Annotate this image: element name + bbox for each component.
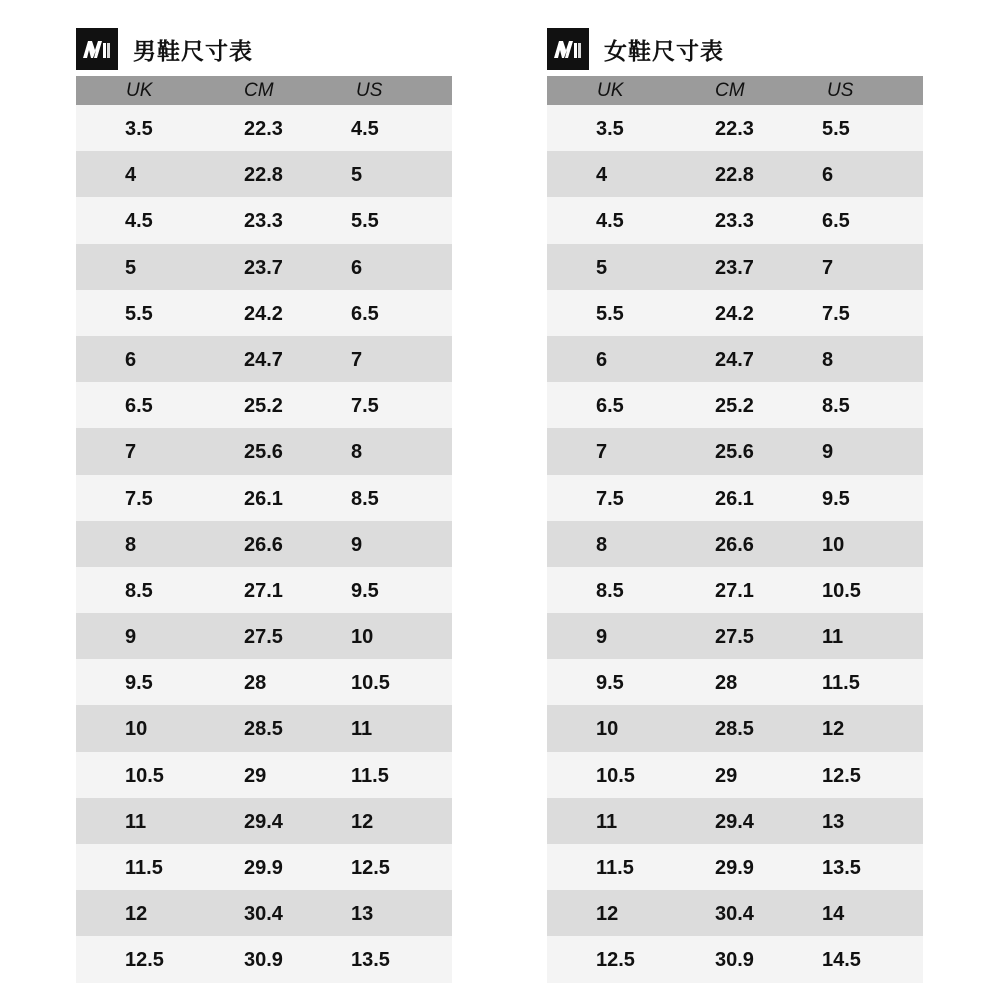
table-row bbox=[547, 151, 923, 197]
table-row bbox=[76, 844, 452, 890]
cell-cm: 29.4 bbox=[244, 810, 283, 833]
cell-us: 8.5 bbox=[351, 487, 379, 510]
cell-uk: 4 bbox=[125, 164, 137, 187]
table-row bbox=[76, 567, 452, 613]
cell-uk: 9 bbox=[125, 626, 137, 649]
cell-uk: 7 bbox=[125, 441, 137, 464]
table-row bbox=[547, 382, 923, 428]
table-row bbox=[76, 151, 452, 197]
cell-us: 11.5 bbox=[822, 672, 860, 695]
cell-cm: 30.4 bbox=[715, 903, 754, 926]
cell-us: 7 bbox=[351, 348, 363, 371]
page-title: 男鞋尺寸表 bbox=[133, 38, 253, 65]
cell-cm: 23.7 bbox=[715, 256, 754, 279]
cell-uk: 3.5 bbox=[125, 118, 153, 140]
cell-uk: 10 bbox=[596, 718, 619, 741]
cell-uk: 5.5 bbox=[125, 302, 153, 325]
cell-uk: 6.5 bbox=[125, 395, 153, 418]
cell-us: 6 bbox=[351, 256, 363, 279]
cell-us: 12 bbox=[351, 810, 374, 833]
cell-us: 8 bbox=[351, 441, 363, 464]
cell-us: 9 bbox=[351, 533, 363, 556]
table-row bbox=[547, 475, 923, 521]
table-row bbox=[76, 613, 452, 659]
cell-uk: 3.5 bbox=[596, 118, 624, 140]
cell-cm: 28.5 bbox=[715, 718, 754, 741]
men-title-row bbox=[76, 22, 452, 76]
cell-uk: 5.5 bbox=[596, 302, 624, 325]
cell-uk: 8.5 bbox=[125, 579, 153, 602]
cell-cm: 23.3 bbox=[244, 210, 283, 233]
cell-uk: 9.5 bbox=[596, 672, 624, 695]
table-row bbox=[547, 798, 923, 844]
cell-us: 5.5 bbox=[822, 118, 850, 140]
cell-us: 13 bbox=[822, 810, 845, 833]
cell-cm: 27.1 bbox=[244, 579, 283, 602]
table-row bbox=[76, 705, 452, 751]
cell-cm: 25.2 bbox=[715, 395, 754, 418]
cell-cm: 22.8 bbox=[244, 164, 283, 187]
cell-uk: 12 bbox=[596, 903, 619, 926]
cell-cm: 25.6 bbox=[715, 441, 754, 464]
table-row bbox=[76, 659, 452, 705]
cell-cm: 29.4 bbox=[715, 810, 754, 833]
cell-uk: 11 bbox=[125, 810, 147, 833]
size-table bbox=[76, 76, 452, 983]
cell-uk: 4.5 bbox=[596, 210, 624, 233]
table-row bbox=[547, 197, 923, 243]
cell-uk: 10.5 bbox=[125, 764, 164, 787]
cell-uk: 6 bbox=[125, 348, 137, 371]
table-row bbox=[76, 382, 452, 428]
cell-us: 14.5 bbox=[822, 949, 861, 972]
cell-cm: 24.7 bbox=[244, 348, 283, 371]
cell-us: 9.5 bbox=[822, 487, 850, 510]
cell-cm: 28 bbox=[244, 672, 267, 695]
cell-us: 11 bbox=[822, 626, 844, 649]
cell-uk: 12 bbox=[125, 903, 148, 926]
cell-us: 12 bbox=[822, 718, 845, 741]
cell-us: 11 bbox=[351, 718, 373, 741]
cell-us: 13.5 bbox=[822, 857, 861, 879]
cell-cm: 27.1 bbox=[715, 579, 754, 602]
table-row bbox=[76, 197, 452, 243]
cell-cm: 26.6 bbox=[244, 533, 283, 556]
table-row bbox=[547, 844, 923, 890]
cell-us: 7.5 bbox=[351, 395, 379, 418]
cell-cm: 24.7 bbox=[715, 348, 754, 371]
cell-cm: 27.5 bbox=[244, 626, 283, 649]
cell-uk: 8 bbox=[125, 533, 137, 556]
column-header-uk: UK bbox=[126, 80, 153, 101]
cell-uk: 9.5 bbox=[125, 672, 153, 695]
cell-uk: 4.5 bbox=[125, 210, 153, 233]
column-header-cm: CM bbox=[715, 80, 745, 101]
cell-cm: 29.9 bbox=[715, 857, 754, 879]
table-row bbox=[76, 890, 452, 936]
table-row bbox=[76, 428, 452, 474]
cell-uk: 9 bbox=[596, 626, 608, 649]
table-row bbox=[547, 336, 923, 382]
cell-cm: 23.7 bbox=[244, 256, 283, 279]
table-row bbox=[76, 290, 452, 336]
table-row bbox=[76, 752, 452, 798]
size-table bbox=[547, 76, 923, 983]
table-row bbox=[76, 936, 452, 982]
cell-us: 9.5 bbox=[351, 579, 379, 602]
cell-us: 5 bbox=[351, 164, 363, 187]
table-row bbox=[76, 336, 452, 382]
cell-cm: 22.8 bbox=[715, 164, 754, 187]
cell-us: 7 bbox=[822, 256, 834, 279]
cell-uk: 4 bbox=[596, 164, 608, 187]
column-header-uk: UK bbox=[597, 80, 624, 101]
cell-cm: 29 bbox=[715, 764, 738, 787]
table-header bbox=[547, 76, 923, 105]
men-size-chart bbox=[76, 22, 452, 983]
page-title: 女鞋尺寸表 bbox=[604, 38, 724, 65]
table-row bbox=[76, 475, 452, 521]
column-header-cm: CM bbox=[244, 80, 274, 101]
cell-us: 10 bbox=[351, 626, 374, 649]
cell-uk: 12.5 bbox=[596, 949, 635, 972]
cell-cm: 30.4 bbox=[244, 903, 283, 926]
cell-us: 4.5 bbox=[351, 118, 379, 140]
cell-cm: 22.3 bbox=[244, 118, 283, 140]
column-header-us: US bbox=[827, 80, 854, 101]
brand-logo-icon bbox=[547, 28, 589, 70]
cell-us: 12.5 bbox=[822, 764, 861, 787]
cell-us: 6.5 bbox=[351, 302, 379, 325]
cell-cm: 28 bbox=[715, 672, 738, 695]
cell-us: 11.5 bbox=[351, 764, 389, 787]
cell-us: 13 bbox=[351, 903, 374, 926]
table-row bbox=[547, 936, 923, 982]
cell-us: 5.5 bbox=[351, 210, 379, 233]
cell-cm: 26.1 bbox=[715, 487, 754, 510]
cell-cm: 26.1 bbox=[244, 487, 283, 510]
cell-uk: 7 bbox=[596, 441, 608, 464]
cell-uk: 6.5 bbox=[596, 395, 624, 418]
women-size-chart bbox=[547, 22, 923, 983]
cell-cm: 30.9 bbox=[715, 949, 754, 972]
cell-cm: 28.5 bbox=[244, 718, 283, 741]
cell-us: 14 bbox=[822, 903, 845, 926]
cell-uk: 8 bbox=[596, 533, 608, 556]
table-row bbox=[547, 428, 923, 474]
table-row bbox=[76, 521, 452, 567]
cell-uk: 7.5 bbox=[125, 487, 153, 510]
cell-uk: 12.5 bbox=[125, 949, 164, 972]
table-body bbox=[76, 105, 452, 983]
table-row bbox=[547, 752, 923, 798]
table-row bbox=[76, 244, 452, 290]
cell-uk: 10.5 bbox=[596, 764, 635, 787]
women-title-row bbox=[547, 22, 923, 76]
cell-us: 10.5 bbox=[351, 672, 390, 695]
cell-uk: 7.5 bbox=[596, 487, 624, 510]
table-row bbox=[547, 890, 923, 936]
cell-cm: 29.9 bbox=[244, 857, 283, 879]
cell-us: 8 bbox=[822, 348, 834, 371]
cell-uk: 11.5 bbox=[596, 857, 634, 879]
cell-us: 9 bbox=[822, 441, 834, 464]
table-body bbox=[547, 105, 923, 983]
column-header-us: US bbox=[356, 80, 383, 101]
cell-us: 7.5 bbox=[822, 302, 850, 325]
cell-uk: 5 bbox=[125, 256, 137, 279]
cell-uk: 11 bbox=[596, 810, 618, 833]
cell-cm: 26.6 bbox=[715, 533, 754, 556]
cell-cm: 27.5 bbox=[715, 626, 754, 649]
cell-uk: 11.5 bbox=[125, 857, 163, 879]
table-row bbox=[547, 290, 923, 336]
cell-cm: 29 bbox=[244, 764, 267, 787]
cell-uk: 5 bbox=[596, 256, 608, 279]
cell-us: 12.5 bbox=[351, 857, 390, 879]
cell-cm: 25.6 bbox=[244, 441, 283, 464]
cell-cm: 22.3 bbox=[715, 118, 754, 140]
cell-us: 8.5 bbox=[822, 395, 850, 418]
cell-us: 10 bbox=[822, 533, 845, 556]
cell-uk: 8.5 bbox=[596, 579, 624, 602]
table-row bbox=[547, 613, 923, 659]
cell-cm: 24.2 bbox=[244, 302, 283, 325]
table-row bbox=[547, 567, 923, 613]
cell-cm: 23.3 bbox=[715, 210, 754, 233]
cell-us: 6.5 bbox=[822, 210, 850, 233]
cell-us: 6 bbox=[822, 164, 834, 187]
table-row bbox=[547, 105, 923, 151]
table-row bbox=[547, 521, 923, 567]
table-row bbox=[76, 105, 452, 151]
table-row bbox=[547, 659, 923, 705]
brand-logo-icon bbox=[76, 28, 118, 70]
table-row bbox=[547, 705, 923, 751]
cell-uk: 10 bbox=[125, 718, 148, 741]
cell-us: 13.5 bbox=[351, 949, 390, 972]
table-header bbox=[76, 76, 452, 105]
cell-uk: 6 bbox=[596, 348, 608, 371]
table-row bbox=[76, 798, 452, 844]
cell-cm: 25.2 bbox=[244, 395, 283, 418]
cell-cm: 24.2 bbox=[715, 302, 754, 325]
cell-us: 10.5 bbox=[822, 579, 861, 602]
cell-cm: 30.9 bbox=[244, 949, 283, 972]
table-row bbox=[547, 244, 923, 290]
